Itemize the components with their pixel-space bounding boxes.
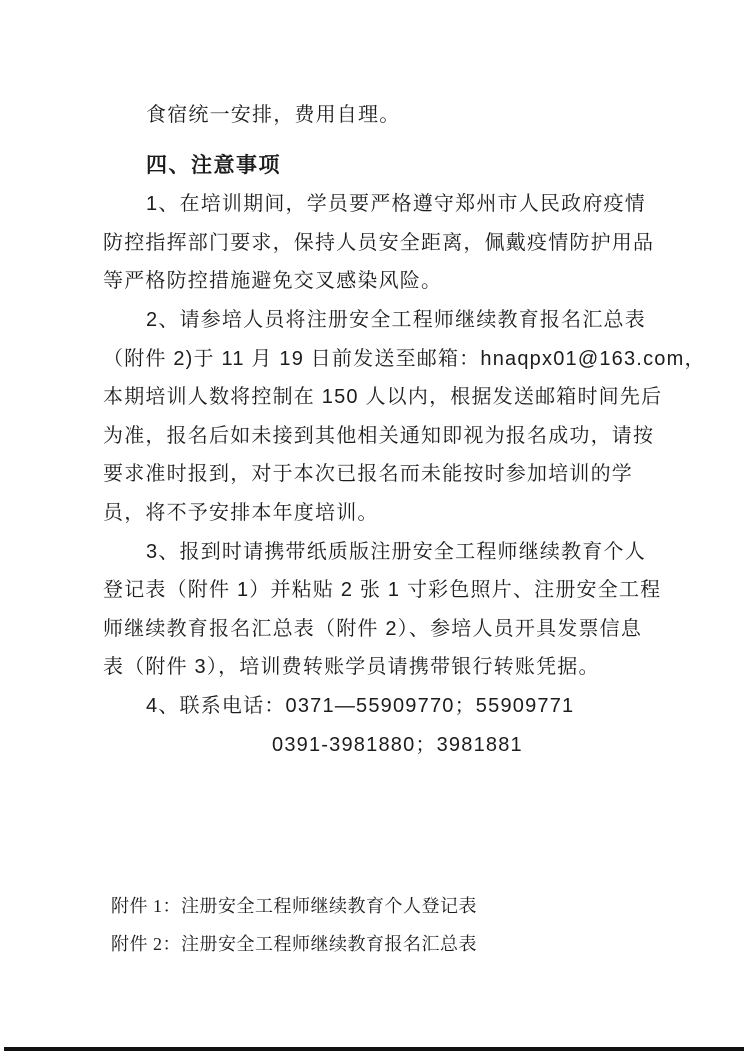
opening-line: 食宿统一安排，费用自理。 <box>146 104 401 126</box>
attachment-line: 附件 1：注册安全工程师继续教育个人登记表 <box>111 896 477 917</box>
paragraph-2-line: 要求准时报到，对于本次已报名而未能按时参加培训的学 <box>103 463 633 486</box>
attachment-line: 附件 2：注册安全工程师继续教育报名汇总表 <box>111 933 477 954</box>
attachment-list <box>103 888 644 963</box>
document-body <box>103 96 706 963</box>
paragraph-1-line: 1、在培训期间，学员要严格遵守郑州市人民政府疫情 <box>146 193 646 216</box>
paragraph-2-line: 为准，报名后如未接到其他相关通知即视为报名成功，请按 <box>103 424 655 447</box>
paragraph-1-line: 防控指挥部门要求，保持人员安全距离，佩戴疫情防护用品 <box>103 231 655 254</box>
paragraph-2-line: 2、请参培人员将注册安全工程师继续教育报名汇总表 <box>146 308 646 331</box>
section-heading: 四、注意事项 <box>146 153 281 177</box>
paragraph-3-line: 表（附件 3），培训费转账学员请携带银行转账凭据。 <box>103 656 600 679</box>
paragraph-2-line: 本期培训人数将控制在 150 人以内，根据发送邮箱时间先后 <box>103 386 663 409</box>
paragraph-3-line: 登记表（附件 1）并粘贴 2 张 1 寸彩色照片、注册安全工程 <box>103 579 662 602</box>
paragraph-3-line: 师继续教育报名汇总表（附件 2）、参培人员开具发票信息 <box>103 617 643 640</box>
page-bottom-border <box>4 1047 744 1051</box>
contact-phone-line: 4、联系电话：0371—55909770；55909771 <box>146 694 575 717</box>
contact-phone-line: 0391-3981880；3981881 <box>272 733 523 756</box>
paragraph-3-line: 3、报到时请携带纸质版注册安全工程师继续教育个人 <box>146 540 646 563</box>
paragraph-2-line: （附件 2)于 11 月 19 日前发送至邮箱：hnaqpx01@163.com， <box>103 347 706 370</box>
paragraph-1-line: 等严格防控措施避免交叉感染风险。 <box>103 270 443 293</box>
paragraph-2-line: 员，将不予安排本年度培训。 <box>103 501 379 524</box>
